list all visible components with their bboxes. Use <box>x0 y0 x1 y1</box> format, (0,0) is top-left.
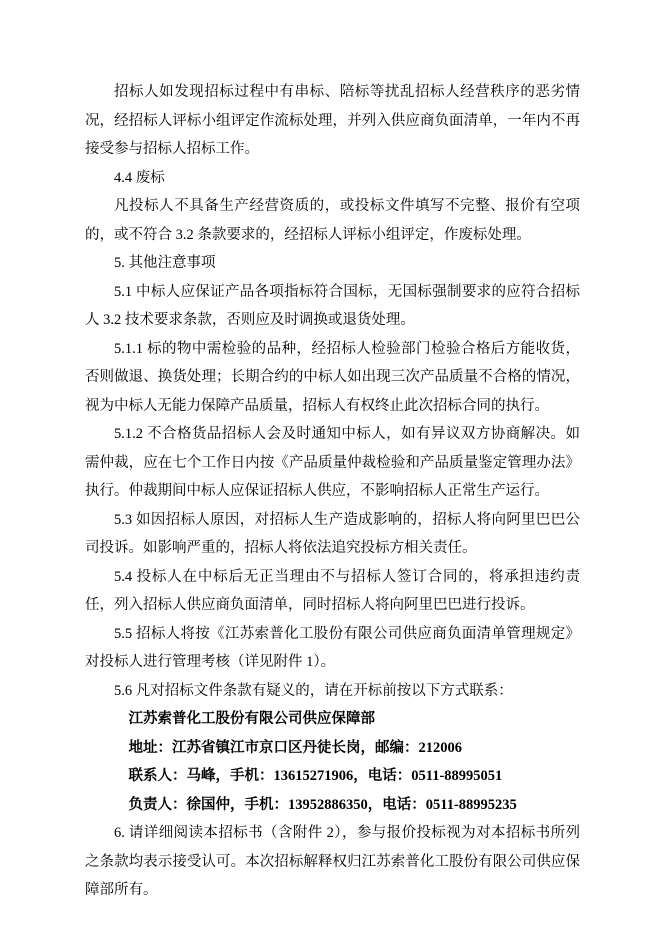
paragraph: 5.4 投标人在中标后无正当理由不与招标人签订合同的，将承担违约责任，列入招标人供应商负面清单，同时招标人将向阿里巴巴进行投诉。 <box>85 568 580 613</box>
contact-line: 联系人：马峰，手机：13615271906，电话：0511-88995051 <box>128 768 503 784</box>
paragraph: 4.4 废标 <box>114 169 165 186</box>
paragraph: 5.6 凡对招标文件条款有疑义的，请在开标前按以下方式联系： <box>114 682 513 699</box>
paragraph: 凡投标人不具备生产经营资质的，或投标文件填写不完整、报价有空项的，或不符合 3.2 条款要求的，经招标人评标小组评定，作废标处理。 <box>85 198 580 243</box>
paragraph: 5.3 如因招标人原因，对招标人生产造成影响的，招标人将向阿里巴巴公司投诉。如影响严重的，招标人将依法追究投标方相关责任。 <box>85 511 580 556</box>
contact-line: 地址：江苏省镇江市京口区丹徒长岗，邮编：212006 <box>128 739 462 756</box>
paragraph: 5.1.1 标的物中需检验的品种，经招标人检验部门检验合格后方能收货，否则做退、换货处理；长期合约的中标人如出现三次产品质量不合格的情况，视为中标人无能力保障产品质量，招标人有权终止此次招标合同的执行。 <box>85 340 580 414</box>
document-content <box>85 78 580 905</box>
paragraph: 5.1.2 不合格货品招标人会及时通知中标人，如有异议双方协商解决。如需仲裁，应在七个工作日内按《产品质量仲裁检验和产品质量鉴定管理办法》执行。仲裁期间中标人应保证招标人供应，不影响招标人正常生产运行。 <box>85 426 580 499</box>
contact-line: 负责人：徐国仲，手机：13952886350，电话：0511-88995235 <box>128 796 517 813</box>
paragraph: 5.1 中标人应保证产品各项指标符合国标，无国标强制要求的应符合招标人 3.2 技术要求条款，否则应及时调换或退货处理。 <box>85 283 580 328</box>
paragraph: 5.5 招标人将按《江苏索普化工股份有限公司供应商负面清单管理规定》对投标人进行管理考核（详见附件 1）。 <box>85 625 580 670</box>
paragraph: 5. 其他注意事项 <box>114 255 216 271</box>
contact-line: 江苏索普化工股份有限公司供应保障部 <box>128 711 375 727</box>
paragraph: 招标人如发现招标过程中有串标、陪标等扰乱招标人经营秩序的恶劣情况，经招标人评标小组评定作流标处理，并列入供应商负面清单，一年内不再接受参与招标人招标工作。 <box>85 84 580 157</box>
paragraph: 6. 请详细阅读本招标书（含附件 2），参与报价投标视为对本招标书所列之条款均表示接受认可。本次招标解释权归江苏索普化工股份有限公司供应保障部所有。 <box>85 825 580 898</box>
